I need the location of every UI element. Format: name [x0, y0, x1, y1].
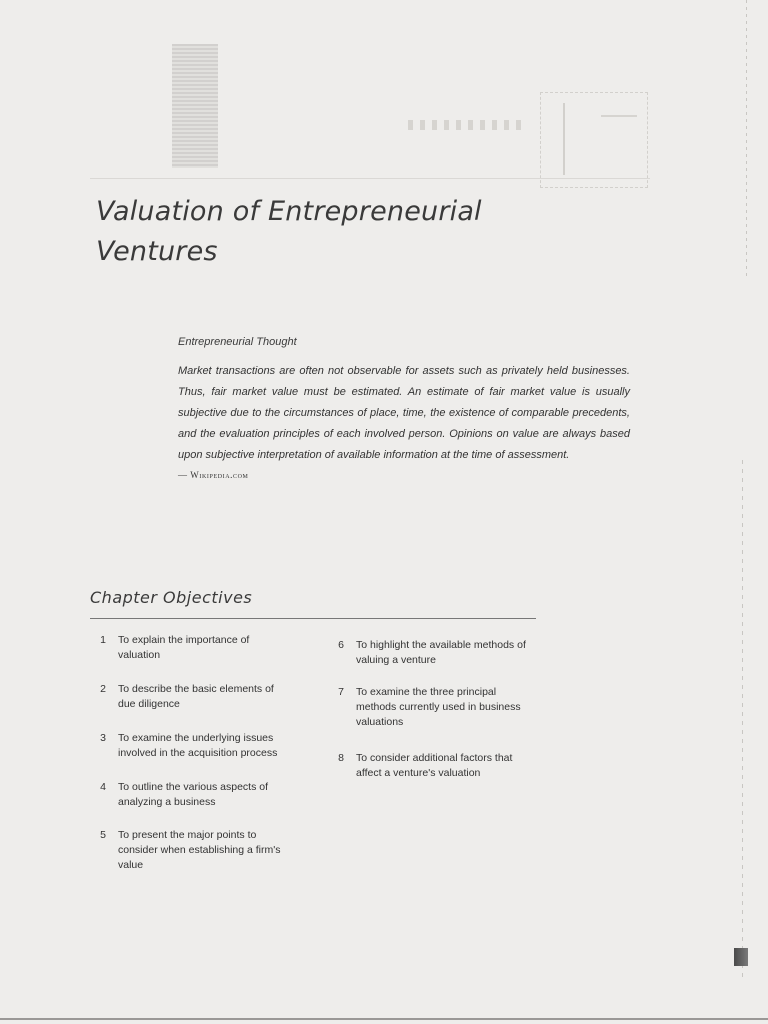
chapter-title: [96, 192, 576, 272]
objective-number: 1: [100, 634, 106, 646]
page-edge-line: [742, 460, 743, 980]
objective-text: To present the major points to consider when establishing a firm's value: [118, 829, 281, 871]
objective-number: 2: [100, 683, 106, 695]
objective-number: 5: [100, 829, 106, 841]
chapter-title-line: Ventures: [96, 236, 218, 267]
epigraph-quote: Market transactions are often not observable for assets such as privately held businesses. Thus, fair market value must be estimated. An estimate of fair market value is usually subjective due to the circumstances of place, time, the existence of comparable precedents, and the evaluation principles of each involved person. Opinions on value are always based upon subjective interpretation of available information at the time of assessment.: [178, 365, 630, 461]
objective-text: To highlight the available methods of valuing a venture: [356, 639, 526, 666]
objective-text: To explain the importance of valuation: [118, 634, 250, 661]
objective-number: 6: [338, 639, 344, 651]
objectives-rule: [90, 618, 536, 619]
faint-dots: [408, 120, 528, 130]
objective-number: 7: [338, 686, 344, 698]
objective-number: 8: [338, 752, 344, 764]
objective-text: To examine the underlying issues involved in the acquisition process: [118, 732, 278, 759]
header-rule: [90, 178, 650, 179]
page-bottom-edge: [0, 1018, 768, 1020]
page-edge-line: [746, 0, 747, 280]
objective-text: To describe the basic elements of due diligence: [118, 683, 274, 710]
chapter-number-graphic: [540, 92, 648, 188]
page-corner-tab: [734, 948, 748, 966]
objective-text: To examine the three principal methods currently used in business valuations: [356, 686, 521, 728]
epigraph: [178, 336, 630, 480]
objective-number: 3: [100, 732, 106, 744]
objective-number: 4: [100, 781, 106, 793]
chapter-title-line: Valuation of Entrepreneurial: [96, 196, 482, 227]
objective-text: To outline the various aspects of analyzing a business: [118, 781, 269, 808]
objectives-heading: Chapter Objectives: [90, 588, 253, 607]
scan-artifact: [172, 44, 218, 168]
objective-text: To consider additional factors that affect a venture's valuation: [356, 752, 513, 779]
epigraph-source: — Wikipedia.com: [178, 470, 249, 480]
epigraph-heading: Entrepreneurial Thought: [178, 336, 297, 348]
